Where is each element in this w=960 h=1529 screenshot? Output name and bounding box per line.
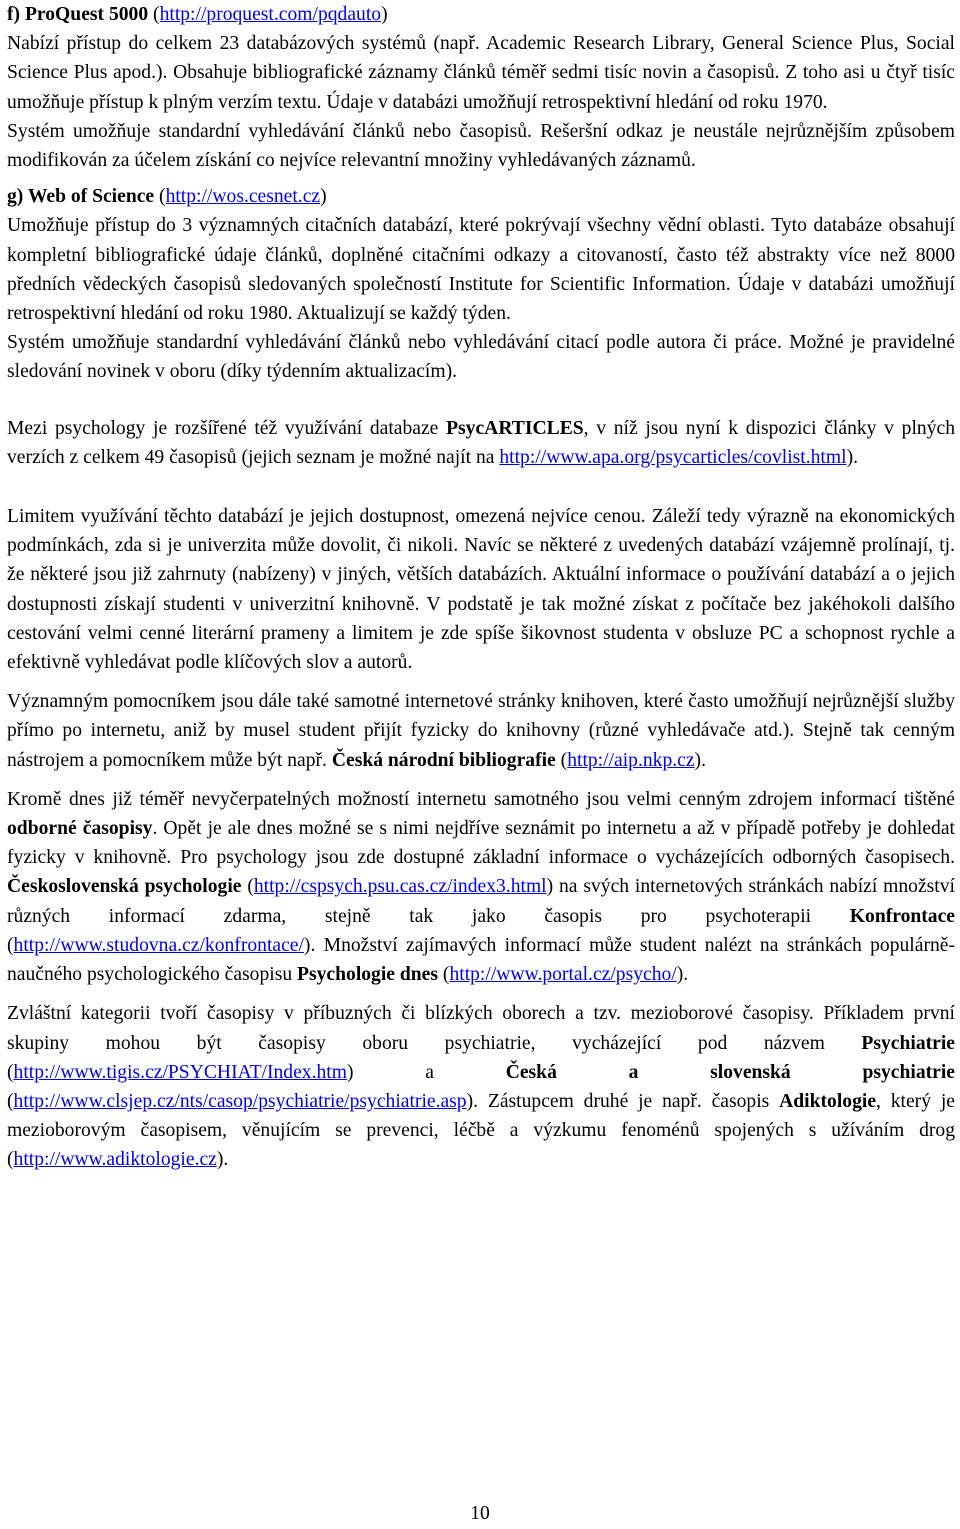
proquest-link[interactable]: http://proquest.com/pqdauto bbox=[159, 4, 382, 25]
paragraph-psycarticles: Mezi psychology je rozšířené též využívání databaze PsycARTICLES, v níž jsou nyní k dispozici články v plných verzích z celkem 49 časopisů (jejich seznam je možné najít na http://www.apa.org/psycarticles/covlist.html). bbox=[7, 417, 955, 468]
paragraph-special: Zvláštní kategorii tvoří časopisy v příbuzných či blízkých oborech a tzv. mezioborové časopisy. Příkladem první skupiny mohou být časopisy oboru psychiatrie, vycházející pod názvem Psychiatrie (http://www.tigis.cz/PSYCHIAT/Index.htm) a Česká a slovenská psychiatrie (http://www.clsjep.cz/nts/casop/psychiatrie/psychiatrie.asp). Zástupcem druhé je např. časopis Adiktologie, který je mezioborovým časopisem, věnujícím se prevenci, léčbě a výzkumu fenoménů spojených s užíváním drog (http://www.adiktologie.cz). bbox=[7, 1003, 955, 1171]
section-g-heading: g) Web of Science (http://wos.cesnet.cz) bbox=[7, 186, 327, 208]
document-page bbox=[7, 0, 955, 1175]
wos-link[interactable]: http://wos.cesnet.cz bbox=[165, 186, 321, 208]
cspsych-link[interactable]: http://cspsych.psu.cas.cz/index3.html bbox=[253, 876, 547, 898]
adiktologie-link[interactable]: http://www.adiktologie.cz bbox=[13, 1149, 217, 1171]
studovna-link[interactable]: http://www.studovna.cz/konfrontace/ bbox=[13, 934, 304, 956]
psycarticles-link[interactable]: http://www.apa.org/psycarticles/covlist.html bbox=[499, 446, 847, 468]
section-f-body: Nabízí přístup do celkem 23 databázových systémů (např. Academic Research Library, General Science Plus, Social Science Plus apod.). Obsahuje bibliografické záznamy článků téměř sedmi tisíc novin a časopisů. Z toho asi u čtyř tisíc umožňuje přístup k plným verzím textu. Údaje v databázi umožňují retrospektivní hledání od roku 1970. bbox=[7, 33, 955, 113]
paragraph-limits: Limitem využívání těchto databází je jejich dostupnost, omezená nejvíce cenou. Záleží tedy výrazně na ekonomických podmínkách, zda si je univerzita může dovolit, či nikoli. Navíc se některé z uvedených databází vzájemně prolínají, tj. že některé jsou již zahrnuty (nabízeny) v jiných, větších databázích. Aktuální informace o používání databází a o jejich dostupnosti získají studenti v univerzitní knihovně. V podstatě je tak možné získat z počítače bez jakéhokoli dalšího cestování velmi cenné literární prameny a limitem je zde spíše šikovnost studenta v obsluze PC a schopnost rychle a efektivně vyhledávat podle klíčových slov a autorů. bbox=[7, 506, 955, 674]
tigis-link[interactable]: http://www.tigis.cz/PSYCHIAT/Index.htm bbox=[13, 1061, 347, 1083]
paragraph-library: Významným pomocníkem jsou dále také samotné internetové stránky knihoven, které často umožňují nejrůznější služby přímo po internetu, aniž by musel student přijít fyzicky do knihovny (různé vyhledávače atd.). Stejně tak cenným nástrojem a pomocníkem může být např. Česká národní bibliografie (http://aip.nkp.cz). bbox=[7, 691, 955, 771]
section-f-heading: f) ProQuest 5000 (http://proquest.com/pqdauto) bbox=[7, 4, 388, 25]
nkp-link[interactable]: http://aip.nkp.cz bbox=[567, 749, 695, 771]
section-g-body: Umožňuje přístup do 3 významných citačních databází, které pokrývají všechny vědní oblasti. Tyto databáze obsahují kompletní bibliografické údaje článků, doplněné citačními odkazy a citovaností, často též abstrakty více než 8000 předních vědeckých časopisů sledovaných společností Institute for Scientific Information. Údaje v databázi umožňují retrospektivní hledání od roku 1980. Aktualizují se každý týden. bbox=[7, 215, 955, 325]
section-g-body2: Systém umožňuje standardní vyhledávání článků nebo vyhledávání citací podle autora či práce. Možné je pravidelné sledování novinek v oboru (díky týdenním aktualizacím). bbox=[7, 332, 955, 383]
portal-link[interactable]: http://www.portal.cz/psycho/ bbox=[449, 964, 677, 986]
section-f-title: f) ProQuest 5000 bbox=[7, 4, 149, 25]
section-g-title: g) Web of Science bbox=[7, 186, 155, 208]
paragraph-journals: Kromě dnes již téměř nevyčerpatelných možností internetu samotného jsou velmi cenným zdrojem informací tištěné odborné časopisy. Opět je ale dnes možné se s nimi nejdříve seznámit po internetu a až v případě potřeby je dohledat fyzicky v knihovně. Pro psychology jsou zde dostupné základní informace o vycházejících odborných časopisech. Československá psychologie (http://cspsych.psu.cas.cz/index3.html) na svých internetových stránkách nabízí množství různých informací zdarma, stejně tak jako časopis pro psychoterapii Konfrontace (http://www.studovna.cz/konfrontace/). Množství zajímavých informací může student nalézt na stránkách populárně-naučného psychologického časopisu Psychologie dnes (http://www.portal.cz/psycho/). bbox=[7, 788, 955, 986]
section-f-body2: Systém umožňuje standardní vyhledávání článků nebo časopisů. Rešeršní odkaz je neustále nejrůznějším způsobem modifikován za účelem získání co nejvíce relevantní množiny vyhledávaných záznamů. bbox=[7, 120, 955, 172]
clsjep-link[interactable]: http://www.clsjep.cz/nts/casop/psychiatrie/psychiatrie.asp bbox=[13, 1090, 467, 1112]
page-number: 10 bbox=[470, 1503, 490, 1524]
